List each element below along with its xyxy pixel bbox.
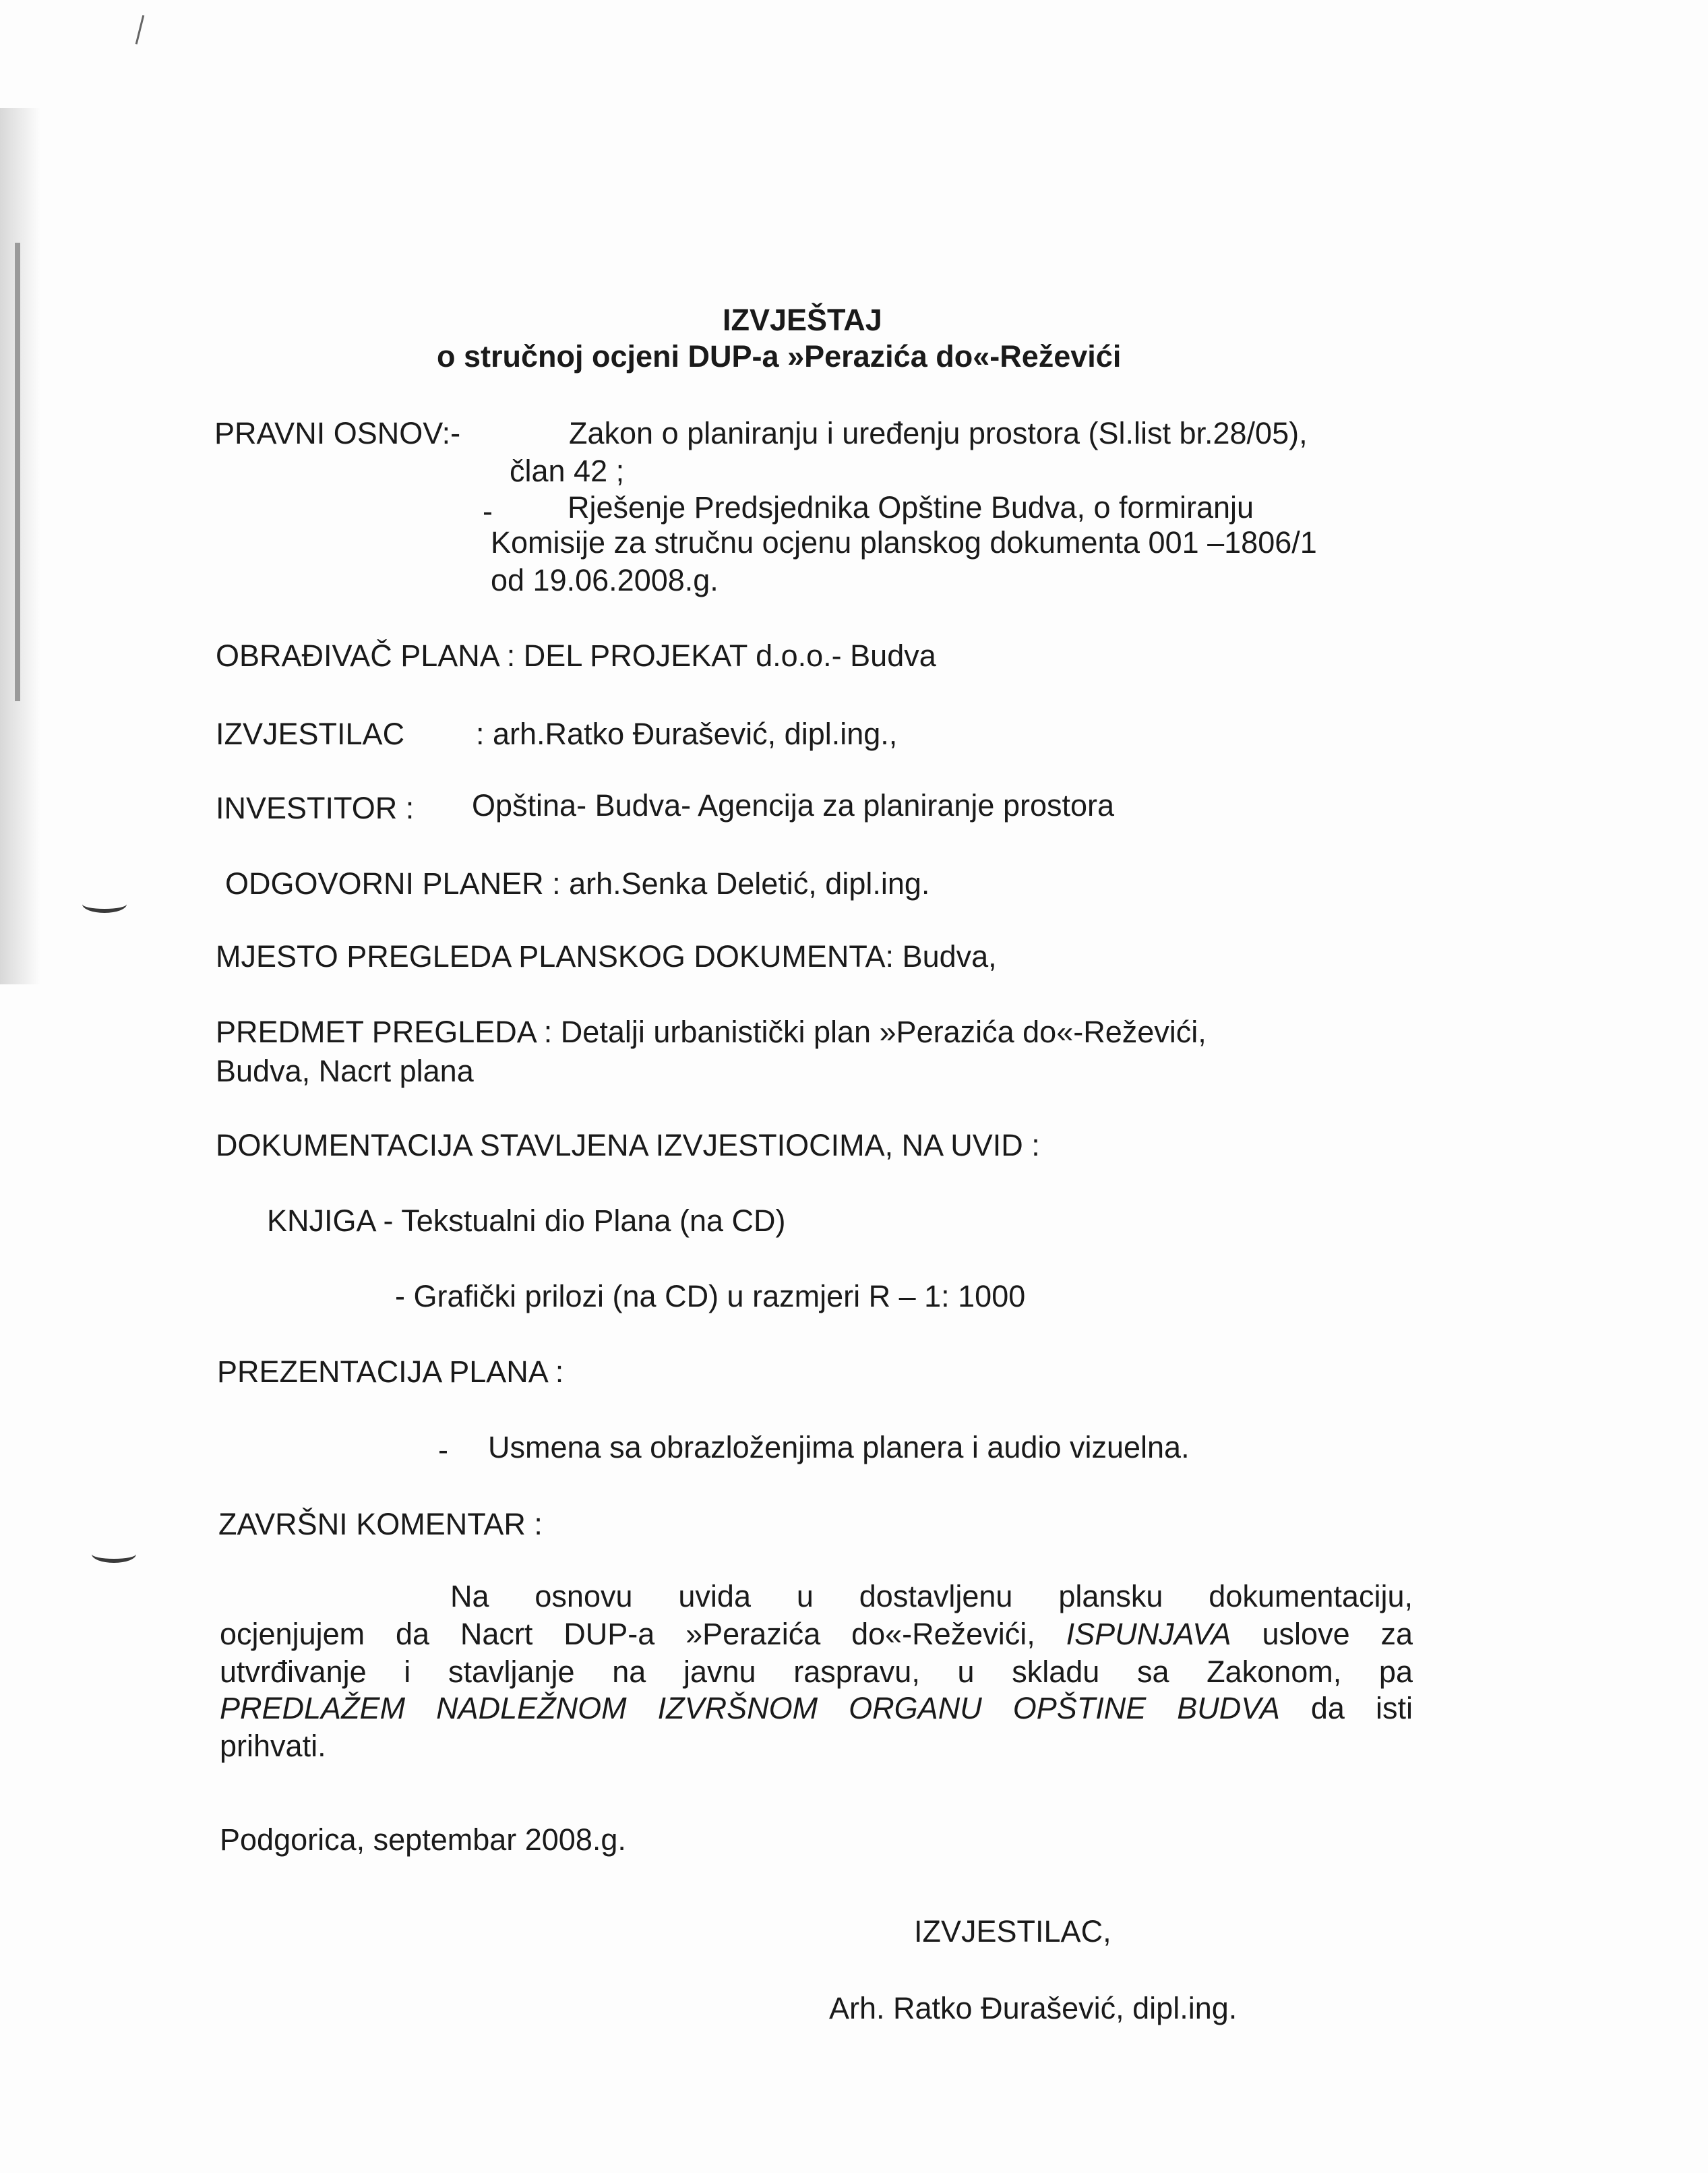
- prezentacija-item: Usmena sa obrazloženjima planera i audio vizuelna.: [488, 1430, 1190, 1464]
- pravni-osnov-line: od 19.06.2008.g.: [491, 563, 719, 597]
- pravni-osnov-dash: -: [483, 494, 493, 529]
- komentar-emphasis: ISPUNJAVA: [1066, 1617, 1231, 1651]
- prezentacija-label: PREZENTACIJA PLANA :: [217, 1355, 564, 1389]
- pravni-osnov-label: PRAVNI OSNOV:-: [214, 416, 461, 450]
- komentar-line: [220, 1688, 1413, 1729]
- prezentacija-dash: -: [438, 1433, 448, 1467]
- mjesto-datum: Podgorica, septembar 2008.g.: [220, 1822, 626, 1857]
- komentar-text: Na osnovu uvida u dostavljenu plansku dokumentaciju,: [450, 1579, 1413, 1613]
- obradivac-plana: OBRAĐIVAČ PLANA : DEL PROJEKAT d.o.o.- Budva: [216, 638, 936, 673]
- investitor-value: Opština- Budva- Agencija za planiranje prostora: [472, 788, 1115, 823]
- punch-hole-mark: [82, 895, 127, 913]
- komentar-line: [220, 1652, 1413, 1692]
- komentar-line: [220, 1614, 1413, 1655]
- zavrsni-komentar-label: ZAVRŠNI KOMENTAR :: [218, 1507, 543, 1541]
- document-subtitle: o stručnoj ocjeni DUP-a »Perazića do«-Reževići: [437, 339, 1122, 374]
- punch-hole-mark: [92, 1545, 136, 1563]
- pravni-osnov-line: Zakon o planiranju i uređenju prostora (Sl.list br.28/05),: [569, 416, 1308, 450]
- komentar-text: utvrđivanje i stavljanje na javnu raspravu, u skladu sa Zakonom, pa: [220, 1655, 1413, 1689]
- komentar-text: prihvati.: [220, 1729, 326, 1763]
- pravni-osnov-line: Komisije za stručnu ocjenu planskog dokumenta 001 –1806/1: [491, 525, 1317, 560]
- pravni-osnov-line: Rješenje Predsjednika Opštine Budva, o formiranju: [568, 490, 1254, 525]
- odgovorni-planer: ODGOVORNI PLANER : arh.Senka Deletić, dipl.ing.: [225, 866, 930, 901]
- dokumentacija-item: - Grafički prilozi (na CD) u razmjeri R – 1: 1000: [395, 1279, 1026, 1313]
- komentar-line: [450, 1576, 1413, 1617]
- predmet-pregleda-line: Budva, Nacrt plana: [216, 1054, 474, 1088]
- pravni-osnov-line: član 42 ;: [510, 454, 625, 488]
- scan-edge-line: [15, 243, 20, 701]
- komentar-text: uslove za: [1262, 1617, 1413, 1651]
- komentar-text: da isti: [1310, 1691, 1413, 1725]
- potpis-label: IZVJESTILAC,: [914, 1914, 1111, 1948]
- potpis-ime: Arh. Ratko Đurašević, dipl.ing.: [829, 1991, 1238, 2025]
- document-title: IZVJEŠTAJ: [723, 303, 882, 337]
- komentar-text: ocjenjujem da Nacrt DUP-a »Perazića do«-Reževići,: [220, 1617, 1035, 1651]
- izvjestilac-label: IZVJESTILAC: [216, 717, 405, 751]
- komentar-emphasis: PREDLAŽEM NADLEŽNOM IZVRŠNOM ORGANU OPŠTINE BUDVA: [220, 1691, 1280, 1725]
- scan-mark: [135, 15, 145, 44]
- dokumentacija-item: KNJIGA - Tekstualni dio Plana (na CD): [267, 1203, 786, 1238]
- investitor-label: INVESTITOR :: [216, 791, 415, 825]
- komentar-line: [220, 1726, 1413, 1766]
- dokumentacija-label: DOKUMENTACIJA STAVLJENA IZVJESTIOCIMA, NA UVID :: [216, 1128, 1040, 1162]
- predmet-pregleda-line: PREDMET PREGLEDA : Detalji urbanistički plan »Perazića do«-Reževići,: [216, 1015, 1207, 1049]
- izvjestilac-value: : arh.Ratko Đurašević, dipl.ing.,: [476, 717, 898, 751]
- scan-shadow: [0, 108, 40, 984]
- mjesto-pregleda: MJESTO PREGLEDA PLANSKOG DOKUMENTA: Budva,: [216, 939, 997, 974]
